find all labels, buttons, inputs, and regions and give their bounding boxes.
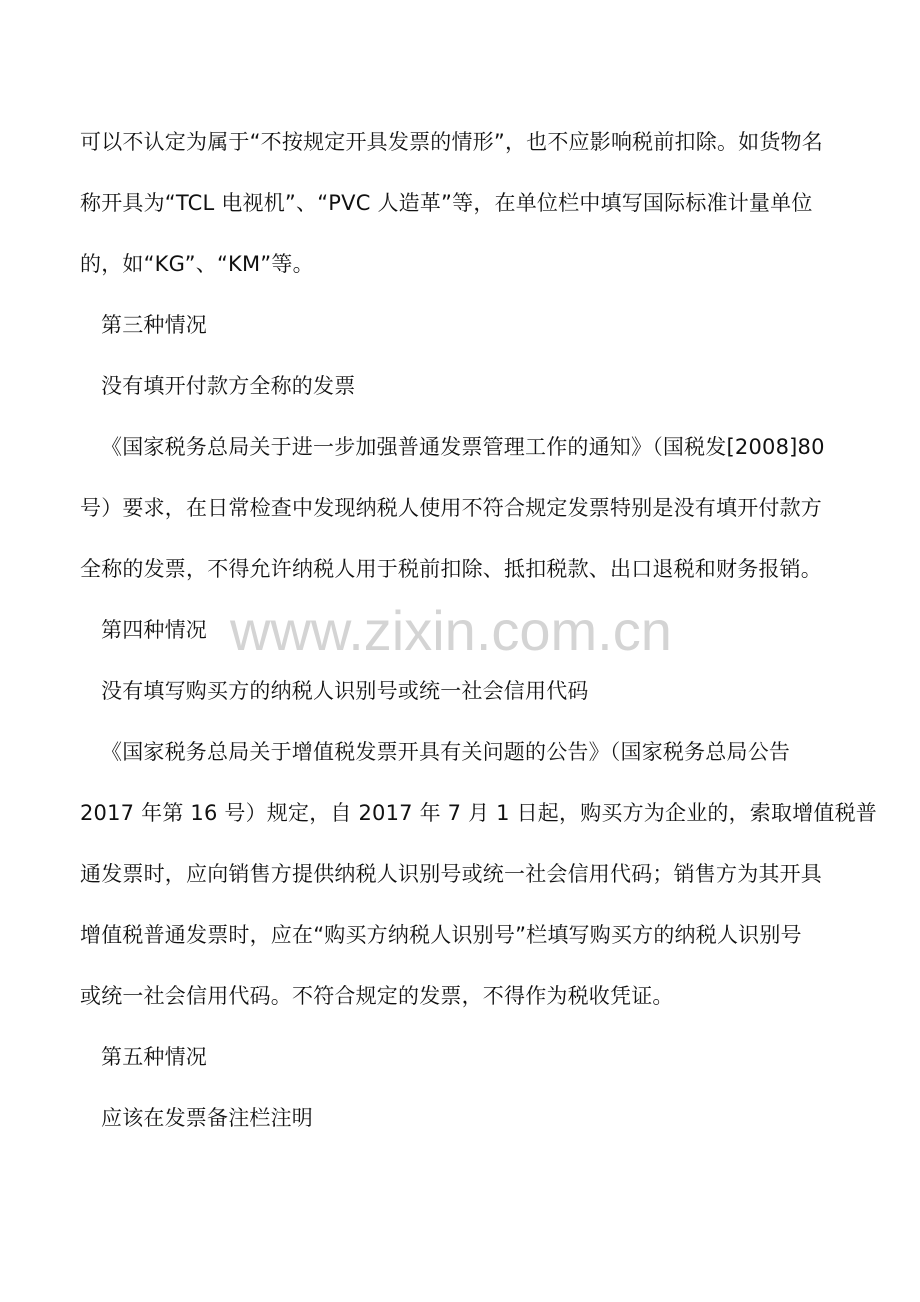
section-heading: 第四种情况 bbox=[101, 618, 207, 642]
paragraph-line: 号）要求，在日常检查中发现纳税人使用不符合规定发票特别是没有填开付款方 bbox=[80, 496, 822, 520]
paragraph-line: 的，如“KG”、“KM”等。 bbox=[80, 252, 314, 276]
paragraph-line: 全称的发票，不得允许纳税人用于税前扣除、抵扣税款、出口退税和财务报销。 bbox=[80, 557, 822, 581]
section-heading: 第五种情况 bbox=[101, 1045, 207, 1069]
paragraph-line: 2017 年第 16 号）规定，自 2017 年 7 月 1 日起，购买方为企业的，索取增值税普 bbox=[80, 801, 878, 825]
section-subheading: 应该在发票备注栏注明 bbox=[101, 1106, 313, 1130]
paragraph-line: 增值税普通发票时，应在“购买方纳税人识别号”栏填写购买方的纳税人识别号 bbox=[80, 923, 802, 947]
paragraph-line: 《国家税务总局关于进一步加强普通发票管理工作的通知》（国税发[2008]80 bbox=[101, 435, 825, 459]
paragraph-line: 或统一社会信用代码。不符合规定的发票，不得作为税收凭证。 bbox=[80, 984, 674, 1008]
paragraph-line: 可以不认定为属于“不按规定开具发票的情形”，也不应影响税前扣除。如货物名 bbox=[80, 130, 823, 154]
section-heading: 第三种情况 bbox=[101, 313, 207, 337]
watermark-text: www.zixin.com.cn bbox=[230, 599, 672, 662]
paragraph-line: 称开具为“TCL 电视机”、“PVC 人造革”等，在单位栏中填写国际标准计量单位 bbox=[80, 191, 813, 215]
section-subheading: 没有填写购买方的纳税人识别号或统一社会信用代码 bbox=[101, 679, 589, 703]
section-subheading: 没有填开付款方全称的发票 bbox=[101, 374, 356, 398]
paragraph-line: 通发票时，应向销售方提供纳税人识别号或统一社会信用代码；销售方为其开具 bbox=[80, 862, 822, 886]
paragraph-line: 《国家税务总局关于增值税发票开具有关问题的公告》（国家税务总局公告 bbox=[101, 740, 791, 764]
